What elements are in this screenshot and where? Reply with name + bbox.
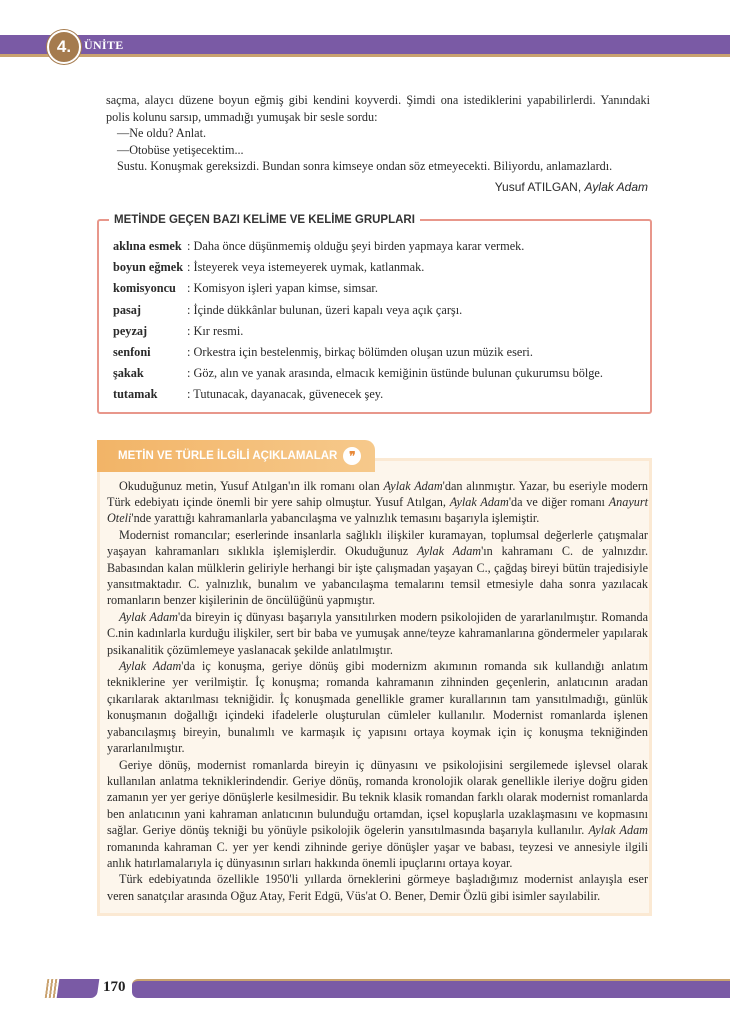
italic-work-title: Aylak Adam bbox=[416, 544, 482, 559]
unit-number-badge: 4. bbox=[47, 30, 81, 64]
glossary-item bbox=[113, 278, 650, 299]
explanations-section bbox=[97, 440, 652, 917]
italic-work-title: Aylak Adam bbox=[383, 478, 443, 493]
explanation-paragraph bbox=[107, 757, 648, 872]
footer-bar bbox=[132, 979, 730, 998]
author-name: Yusuf ATILGAN, bbox=[494, 179, 585, 194]
explanation-paragraph bbox=[107, 871, 648, 904]
glossary-term: boyun eğmek bbox=[113, 260, 184, 275]
italic-work-title: Aylak Adam bbox=[449, 495, 509, 509]
glossary-item bbox=[113, 321, 650, 342]
glossary-term: şakak bbox=[113, 366, 144, 381]
glossary-term: komisyoncu bbox=[113, 281, 176, 296]
paragraph-text: Okuduğunuz metin, Yusuf Atılgan'ın ilk romanı olan bbox=[119, 478, 384, 493]
unit-label: ÜNİTE bbox=[84, 38, 124, 52]
glossary-definition: : Tutunacak, dayanacak, güvenecek şey. bbox=[187, 387, 384, 402]
explanation-paragraph bbox=[107, 658, 648, 756]
passage-line: —Ne oldu? Anlat. bbox=[117, 126, 207, 141]
explanation-paragraph bbox=[107, 609, 648, 658]
glossary-term: tutamak bbox=[113, 387, 158, 402]
paragraph-text: 'da ve diğer romanı bbox=[508, 495, 609, 509]
explanation-paragraph bbox=[107, 478, 648, 527]
paragraph-text: 'da iç konuşma, geriye dönüş gibi modernizm akımının romanda sık kullandığı anlatım tekniklerine yer verilmiştir. İç konuşma; romanda kahramanın zihninden geçenlerin, anlatıcının aradan çıkarılarak aktarılması tekniğidir. İç konuşmada genellikle gramer kurallarının tam yansıtılmadığı, günlük konuşmanın doğallığı içindeki ifadelerle oluşturulan cümleler kullanılır. Modernist romanlarda işlenen yabancılaşmış bireyin, bunalımlı ve karmaşık iç yapısını ortaya koymak için iç konuşma tekniğinden yararlanılmıştır. bbox=[107, 659, 648, 756]
glossary-item bbox=[113, 300, 650, 321]
paragraph-text: Geriye dönüş, modernist romanlarda bireyin iç dünyasını ve psikolojisini sergilemede işlevsel olarak kullanılan anlatma tekniklerindendir. Geriye dönüş, romanda kronolojik olarak genellikle ileriye doğru giden zamanın yer yer geriye dönüşlerle kesilmesidir. Bu teknik klasik romandan farklı olarak modernist romanlarda ben anlatıcının yani kahraman anlatıcının bulunduğu ortamdan, içsel kopuşlarla uzaklaşmasını ve kopmasını sağlar. Geriye dönüş tekniği bu yönüyle psikolojik ögelerin yansıtılmasında başarıyla kullanılır. bbox=[107, 757, 648, 838]
explanations-tab bbox=[97, 440, 375, 472]
page-number: 170 bbox=[103, 979, 126, 995]
glossary-item bbox=[113, 384, 650, 405]
italic-work-title: Aylak Adam bbox=[119, 659, 182, 674]
quote-icon: ❞ bbox=[343, 447, 361, 465]
passage-line: —Otobüse yetişecektim... bbox=[117, 142, 244, 157]
paragraph-text: 'nde yarattığı kahramanlarla yabancılaşma ve yalnızlık temasını başarıyla işlemiştir. bbox=[131, 511, 540, 526]
italic-work-title: Aylak Adam bbox=[119, 609, 178, 624]
italic-work-title: Aylak Adam bbox=[588, 823, 648, 838]
glossary-term: pasaj bbox=[113, 302, 142, 317]
glossary-definition: : Daha önce düşünmemiş olduğu şeyi birden yapmaya karar vermek. bbox=[187, 238, 525, 253]
passage-attribution bbox=[97, 179, 652, 195]
work-title: Aylak Adam bbox=[584, 179, 648, 194]
footer-left-block bbox=[57, 979, 100, 998]
glossary-item bbox=[113, 363, 650, 384]
glossary-definition: : İçinde dükkânlar bulunan, üzeri kapalı veya açık çarşı. bbox=[187, 302, 463, 317]
glossary-definition: : Kır resmi. bbox=[187, 323, 244, 338]
glossary-title: METİNDE GEÇEN BAZI KELİME VE KELİME GRUPLARI bbox=[109, 212, 420, 228]
paragraph-text: 'ın kahramanı C. de yalnızdır. Babasından kalan mülklerin geliriyle herhangi bir işte çalışmadan yaşayan C., çağdaş bireyi bütün trajedisiyle yansıtmaktadır. C. yalnızlık, bunalım ve yabancılaşma temalarını temsil etmesiyle daha sonra yazılacak romanların benzer kişilerinin de öncülüğünü yapmıştır. bbox=[107, 544, 648, 608]
explanations-body bbox=[107, 478, 648, 905]
glossary-term: peyzaj bbox=[113, 323, 148, 338]
passage-line: saçma, alaycı düzene boyun eğmiş gibi kendini koyverdi. Şimdi ona istediklerini yapabilirlerdi. Yanındaki polis kolunu sarsıp, ummadığı yumuşak bir sesle sordu: bbox=[106, 93, 650, 124]
glossary-definition: : Göz, alın ve yanak arasında, elmacık kemiğinin üstünde bulunan çukurumsu bölge. bbox=[187, 366, 603, 381]
glossary-definition: : Orkestra için bestelenmiş, birkaç bölümden oluşan uzun müzik eseri. bbox=[187, 344, 533, 359]
explanation-paragraph bbox=[107, 527, 648, 609]
italic-work-title: Anayurt Oteli bbox=[107, 495, 648, 526]
paragraph-text: romanında kahraman C. yer yer kendi zihninde geriye dönüşler yaşar ve babası, teyzesi ve annesiyle ilgili anlık hatırlamalarıyla iç dünyasının sırları hakkında önemli ipuçlarını ortaya koyar. bbox=[107, 839, 648, 870]
paragraph-text: Türk edebiyatında özellikle 1950'li yıllarda örneklerini görmeye başladığımız modernist anlayışla eser veren sanatçılar arasında Oğuz Atay, Ferit Edgü, Vüs'at O. Bener, Demir Özlü gibi isimler sayılabilir. bbox=[107, 872, 648, 903]
glossary-term: aklına esmek bbox=[113, 238, 182, 253]
glossary-item bbox=[113, 342, 650, 363]
content-column bbox=[97, 92, 652, 916]
passage-excerpt bbox=[97, 92, 652, 175]
glossary-list bbox=[113, 236, 650, 406]
glossary-item bbox=[113, 257, 650, 278]
paragraph-text: Modernist romancılar; eserlerinde insanlarla sağlıklı ilişkiler kuramayan, toplumsal değerlerle çatışmalar yaşayan kahramanları sıklıkla işlemişlerdir. Okuduğunuz bbox=[107, 527, 648, 559]
paragraph-text: 'da bireyin iç dünyası başarıyla yansıtılırken modern psikolojiden de yararlanılmıştır. Romanda C.nin kadınlarla kurduğu ilişkiler, sert bir baba ve yumuşak anne/teyze kahramanlarına göndermeler yapılarak psikanalitik çözümlemeye yaslanacak şekilde anlatılmıştır. bbox=[107, 609, 648, 657]
glossary-definition: : İsteyerek veya istemeyerek uymak, katlanmak. bbox=[187, 260, 425, 275]
glossary-definition: : Komisyon işleri yapan kimse, simsar. bbox=[187, 281, 378, 296]
glossary-item bbox=[113, 236, 650, 257]
glossary-term: senfoni bbox=[113, 344, 151, 359]
glossary-box bbox=[97, 213, 652, 414]
paragraph-text: 'dan alınmıştır. Yazar, bu eseriyle modern Türk edebiyatı içinde önemli bir yere sahip olmuştur. Yusuf Atılgan, bbox=[107, 478, 648, 509]
explanations-title: METİN VE TÜRLE İLGİLİ AÇIKLAMALAR bbox=[118, 449, 338, 462]
explanations-box bbox=[97, 458, 652, 917]
passage-line: Sustu. Konuşmak gereksizdi. Bundan sonra kimseye ondan söz etmeyecekti. Biliyordu, anlamazlardı. bbox=[117, 159, 613, 174]
